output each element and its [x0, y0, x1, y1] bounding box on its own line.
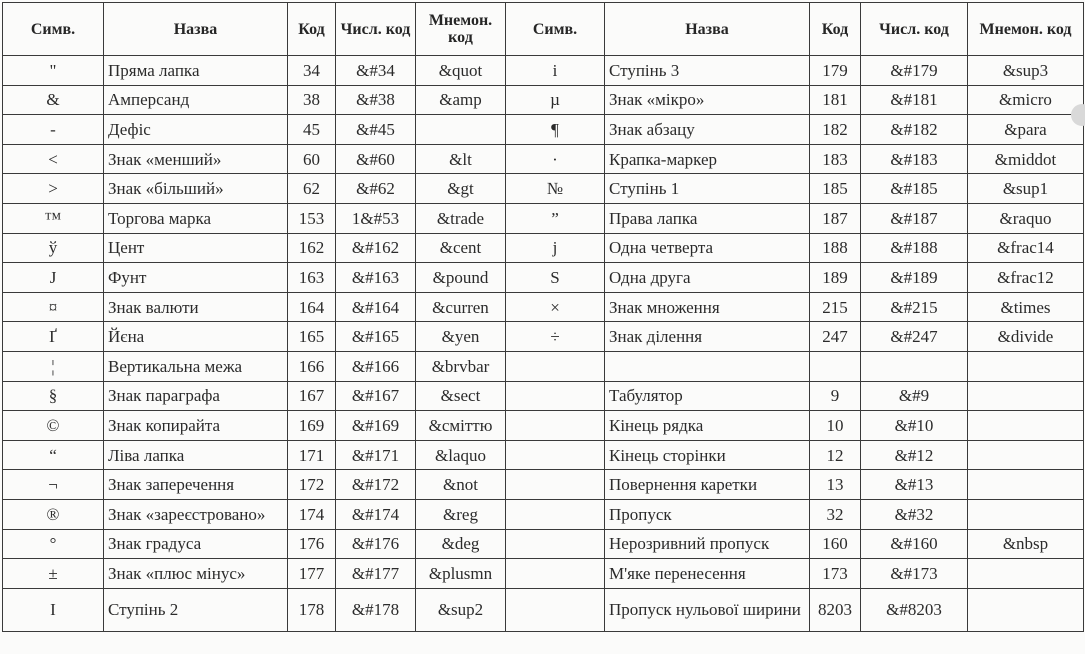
left-name-cell: Вертикальна межа — [104, 351, 288, 381]
right-name-cell: Права лапка — [605, 203, 810, 233]
right-mnemonic-code-cell: &micro — [968, 85, 1084, 115]
left-code-cell: 163 — [288, 263, 336, 293]
left-numeric-code-cell: &#178 — [336, 588, 416, 631]
table-row — [3, 411, 1084, 441]
left-numeric-code-cell: &#60 — [336, 144, 416, 174]
table-row — [3, 85, 1084, 115]
right-mnemonic-code-cell: &middot — [968, 144, 1084, 174]
right-code-cell: 215 — [810, 292, 861, 322]
right-numeric-code-cell: &#10 — [861, 411, 968, 441]
left-name-cell: Знак «менший» — [104, 144, 288, 174]
left-name-cell: Знак «зареєстровано» — [104, 499, 288, 529]
right-code-cell: 173 — [810, 559, 861, 589]
left-code-cell: 174 — [288, 499, 336, 529]
right-symbol-cell — [506, 499, 605, 529]
left-symbol-cell: ¤ — [3, 292, 104, 322]
left-code-cell: 166 — [288, 351, 336, 381]
left-symbol-cell: ° — [3, 529, 104, 559]
right-mnemonic-code-cell: &times — [968, 292, 1084, 322]
left-numeric-code-cell: &#165 — [336, 322, 416, 352]
left-mnemonic-code-cell: &deg — [416, 529, 506, 559]
right-symbol-cell — [506, 588, 605, 631]
left-mnemonic-code-cell: &plusmn — [416, 559, 506, 589]
left-mnemonic-code-cell: &brvbar — [416, 351, 506, 381]
left-name-cell: Знак валюти — [104, 292, 288, 322]
left-code-cell: 172 — [288, 470, 336, 500]
table-body — [3, 56, 1084, 632]
character-codes-table — [2, 2, 1084, 632]
right-numeric-code-cell: &#173 — [861, 559, 968, 589]
left-symbol-cell: І — [3, 588, 104, 631]
header-symbol-right: Симв. — [506, 3, 605, 56]
right-numeric-code-cell: &#187 — [861, 203, 968, 233]
left-code-cell: 38 — [288, 85, 336, 115]
right-mnemonic-code-cell — [968, 588, 1084, 631]
right-name-cell: Пропуск — [605, 499, 810, 529]
left-name-cell: Ступінь 2 — [104, 588, 288, 631]
left-symbol-cell: ¦ — [3, 351, 104, 381]
left-mnemonic-code-cell — [416, 115, 506, 145]
right-mnemonic-code-cell: &para — [968, 115, 1084, 145]
right-mnemonic-code-cell — [968, 351, 1084, 381]
left-code-cell: 62 — [288, 174, 336, 204]
right-name-cell: Ступінь 3 — [605, 56, 810, 86]
right-mnemonic-code-cell — [968, 499, 1084, 529]
right-mnemonic-code-cell: &nbsp — [968, 529, 1084, 559]
table-row — [3, 440, 1084, 470]
left-name-cell: Знак «плюс мінус» — [104, 559, 288, 589]
right-code-cell: 188 — [810, 233, 861, 263]
left-mnemonic-code-cell: &sup2 — [416, 588, 506, 631]
right-name-cell: М'яке перенесення — [605, 559, 810, 589]
left-symbol-cell: < — [3, 144, 104, 174]
right-numeric-code-cell: &#13 — [861, 470, 968, 500]
left-numeric-code-cell: &#176 — [336, 529, 416, 559]
left-code-cell: 162 — [288, 233, 336, 263]
left-symbol-cell: > — [3, 174, 104, 204]
header-code-right: Код — [810, 3, 861, 56]
left-symbol-cell: - — [3, 115, 104, 145]
right-name-cell: Повернення каретки — [605, 470, 810, 500]
left-code-cell: 60 — [288, 144, 336, 174]
right-mnemonic-code-cell: &raquo — [968, 203, 1084, 233]
right-mnemonic-code-cell: &divide — [968, 322, 1084, 352]
right-code-cell: 182 — [810, 115, 861, 145]
header-code-left: Код — [288, 3, 336, 56]
table-row — [3, 144, 1084, 174]
left-numeric-code-cell: &#163 — [336, 263, 416, 293]
right-numeric-code-cell: &#182 — [861, 115, 968, 145]
left-numeric-code-cell: &#34 — [336, 56, 416, 86]
left-mnemonic-code-cell: &yen — [416, 322, 506, 352]
left-code-cell: 165 — [288, 322, 336, 352]
right-symbol-cell — [506, 440, 605, 470]
left-symbol-cell: ± — [3, 559, 104, 589]
right-symbol-cell: j — [506, 233, 605, 263]
right-name-cell: Ступінь 1 — [605, 174, 810, 204]
left-name-cell: Пряма лапка — [104, 56, 288, 86]
left-symbol-cell: ¬ — [3, 470, 104, 500]
right-code-cell: 8203 — [810, 588, 861, 631]
right-symbol-cell — [506, 411, 605, 441]
left-mnemonic-code-cell: &lt — [416, 144, 506, 174]
table-row — [3, 559, 1084, 589]
left-code-cell: 176 — [288, 529, 336, 559]
right-name-cell — [605, 351, 810, 381]
right-mnemonic-code-cell: &frac12 — [968, 263, 1084, 293]
left-symbol-cell: § — [3, 381, 104, 411]
right-symbol-cell — [506, 529, 605, 559]
right-numeric-code-cell: &#9 — [861, 381, 968, 411]
table-row — [3, 233, 1084, 263]
left-name-cell: Дефіс — [104, 115, 288, 145]
header-numeric-code-left: Числ. код — [336, 3, 416, 56]
left-numeric-code-cell: &#38 — [336, 85, 416, 115]
right-symbol-cell: × — [506, 292, 605, 322]
left-name-cell: Ліва лапка — [104, 440, 288, 470]
left-mnemonic-code-cell: &amp — [416, 85, 506, 115]
left-code-cell: 169 — [288, 411, 336, 441]
right-name-cell: Нерозривний пропуск — [605, 529, 810, 559]
header-mnemonic-code-left: Мнемон. код — [416, 3, 506, 56]
left-symbol-cell: " — [3, 56, 104, 86]
left-numeric-code-cell: &#167 — [336, 381, 416, 411]
header-name-right: Назва — [605, 3, 810, 56]
right-name-cell: Табулятор — [605, 381, 810, 411]
left-numeric-code-cell: &#45 — [336, 115, 416, 145]
right-numeric-code-cell: &#32 — [861, 499, 968, 529]
right-numeric-code-cell: &#215 — [861, 292, 968, 322]
right-name-cell: Знак «мікро» — [605, 85, 810, 115]
right-symbol-cell: ¶ — [506, 115, 605, 145]
table-row — [3, 470, 1084, 500]
right-code-cell: 187 — [810, 203, 861, 233]
table-row — [3, 351, 1084, 381]
left-name-cell: Знак параграфа — [104, 381, 288, 411]
left-mnemonic-code-cell: &cent — [416, 233, 506, 263]
right-symbol-cell: і — [506, 56, 605, 86]
right-code-cell: 179 — [810, 56, 861, 86]
left-name-cell: Фунт — [104, 263, 288, 293]
left-code-cell: 45 — [288, 115, 336, 145]
left-code-cell: 178 — [288, 588, 336, 631]
right-name-cell: Знак ділення — [605, 322, 810, 352]
left-mnemonic-code-cell: &gt — [416, 174, 506, 204]
right-name-cell: Одна друга — [605, 263, 810, 293]
right-code-cell: 32 — [810, 499, 861, 529]
right-code-cell: 10 — [810, 411, 861, 441]
table-row — [3, 263, 1084, 293]
header-symbol-left: Симв. — [3, 3, 104, 56]
right-numeric-code-cell: &#185 — [861, 174, 968, 204]
left-symbol-cell: Ґ — [3, 322, 104, 352]
right-symbol-cell: µ — [506, 85, 605, 115]
left-numeric-code-cell: &#177 — [336, 559, 416, 589]
right-symbol-cell — [506, 559, 605, 589]
left-name-cell: Цент — [104, 233, 288, 263]
right-numeric-code-cell: &#8203 — [861, 588, 968, 631]
right-symbol-cell: S — [506, 263, 605, 293]
table-row — [3, 292, 1084, 322]
right-numeric-code-cell: &#189 — [861, 263, 968, 293]
right-name-cell: Одна четверта — [605, 233, 810, 263]
table-row — [3, 56, 1084, 86]
left-numeric-code-cell: &#172 — [336, 470, 416, 500]
header-numeric-code-right: Числ. код — [861, 3, 968, 56]
right-name-cell: Пропуск нульової ширини — [605, 588, 810, 631]
left-code-cell: 167 — [288, 381, 336, 411]
right-code-cell: 160 — [810, 529, 861, 559]
right-code-cell: 247 — [810, 322, 861, 352]
right-symbol-cell — [506, 470, 605, 500]
left-name-cell: Амперсанд — [104, 85, 288, 115]
table-row — [3, 499, 1084, 529]
left-code-cell: 153 — [288, 203, 336, 233]
right-mnemonic-code-cell — [968, 559, 1084, 589]
right-mnemonic-code-cell — [968, 440, 1084, 470]
left-symbol-cell: ™ — [3, 203, 104, 233]
table-row — [3, 529, 1084, 559]
right-numeric-code-cell: &#188 — [861, 233, 968, 263]
right-numeric-code-cell: &#247 — [861, 322, 968, 352]
right-numeric-code-cell — [861, 351, 968, 381]
right-code-cell: 183 — [810, 144, 861, 174]
right-symbol-cell — [506, 351, 605, 381]
left-code-cell: 164 — [288, 292, 336, 322]
table-row — [3, 115, 1084, 145]
left-symbol-cell: © — [3, 411, 104, 441]
left-code-cell: 171 — [288, 440, 336, 470]
right-numeric-code-cell: &#12 — [861, 440, 968, 470]
left-mnemonic-code-cell: &reg — [416, 499, 506, 529]
left-numeric-code-cell: &#164 — [336, 292, 416, 322]
left-symbol-cell: ® — [3, 499, 104, 529]
left-symbol-cell: ў — [3, 233, 104, 263]
left-numeric-code-cell: &#169 — [336, 411, 416, 441]
left-code-cell: 34 — [288, 56, 336, 86]
left-numeric-code-cell: 1&#53 — [336, 203, 416, 233]
left-code-cell: 177 — [288, 559, 336, 589]
table-row — [3, 174, 1084, 204]
left-mnemonic-code-cell: &pound — [416, 263, 506, 293]
right-name-cell: Крапка-маркер — [605, 144, 810, 174]
table-header-row — [3, 3, 1084, 56]
left-name-cell: Знак заперечення — [104, 470, 288, 500]
right-code-cell: 189 — [810, 263, 861, 293]
right-name-cell: Кінець сторінки — [605, 440, 810, 470]
right-numeric-code-cell: &#183 — [861, 144, 968, 174]
right-symbol-cell: · — [506, 144, 605, 174]
right-name-cell: Знак абзацу — [605, 115, 810, 145]
left-numeric-code-cell: &#174 — [336, 499, 416, 529]
left-numeric-code-cell: &#162 — [336, 233, 416, 263]
left-mnemonic-code-cell: &quot — [416, 56, 506, 86]
right-numeric-code-cell: &#179 — [861, 56, 968, 86]
right-symbol-cell: ÷ — [506, 322, 605, 352]
left-mnemonic-code-cell: &sect — [416, 381, 506, 411]
right-symbol-cell: № — [506, 174, 605, 204]
right-code-cell: 181 — [810, 85, 861, 115]
right-mnemonic-code-cell: &sup1 — [968, 174, 1084, 204]
table-row — [3, 322, 1084, 352]
left-mnemonic-code-cell: &trade — [416, 203, 506, 233]
left-numeric-code-cell: &#166 — [336, 351, 416, 381]
left-numeric-code-cell: &#171 — [336, 440, 416, 470]
left-symbol-cell: “ — [3, 440, 104, 470]
right-name-cell: Кінець рядка — [605, 411, 810, 441]
left-mnemonic-code-cell: &not — [416, 470, 506, 500]
left-mnemonic-code-cell: &curren — [416, 292, 506, 322]
right-name-cell: Знак множення — [605, 292, 810, 322]
left-name-cell: Знак градуса — [104, 529, 288, 559]
right-symbol-cell — [506, 381, 605, 411]
right-mnemonic-code-cell — [968, 470, 1084, 500]
header-mnemonic-code-right: Мнемон. код — [968, 3, 1084, 56]
right-code-cell: 9 — [810, 381, 861, 411]
left-mnemonic-code-cell: &laquo — [416, 440, 506, 470]
left-mnemonic-code-cell: &cміттю — [416, 411, 506, 441]
left-symbol-cell: J — [3, 263, 104, 293]
table-row — [3, 588, 1084, 631]
right-code-cell: 12 — [810, 440, 861, 470]
table-row — [3, 203, 1084, 233]
header-name-left: Назва — [104, 3, 288, 56]
left-symbol-cell: & — [3, 85, 104, 115]
right-mnemonic-code-cell — [968, 411, 1084, 441]
right-code-cell — [810, 351, 861, 381]
right-mnemonic-code-cell — [968, 381, 1084, 411]
table-row — [3, 381, 1084, 411]
right-code-cell: 185 — [810, 174, 861, 204]
left-name-cell: Торгова марка — [104, 203, 288, 233]
right-code-cell: 13 — [810, 470, 861, 500]
left-name-cell: Знак «більший» — [104, 174, 288, 204]
left-name-cell: Йєна — [104, 322, 288, 352]
left-numeric-code-cell: &#62 — [336, 174, 416, 204]
right-mnemonic-code-cell: &frac14 — [968, 233, 1084, 263]
left-name-cell: Знак копирайта — [104, 411, 288, 441]
right-symbol-cell: ” — [506, 203, 605, 233]
right-numeric-code-cell: &#160 — [861, 529, 968, 559]
right-numeric-code-cell: &#181 — [861, 85, 968, 115]
right-mnemonic-code-cell: &sup3 — [968, 56, 1084, 86]
